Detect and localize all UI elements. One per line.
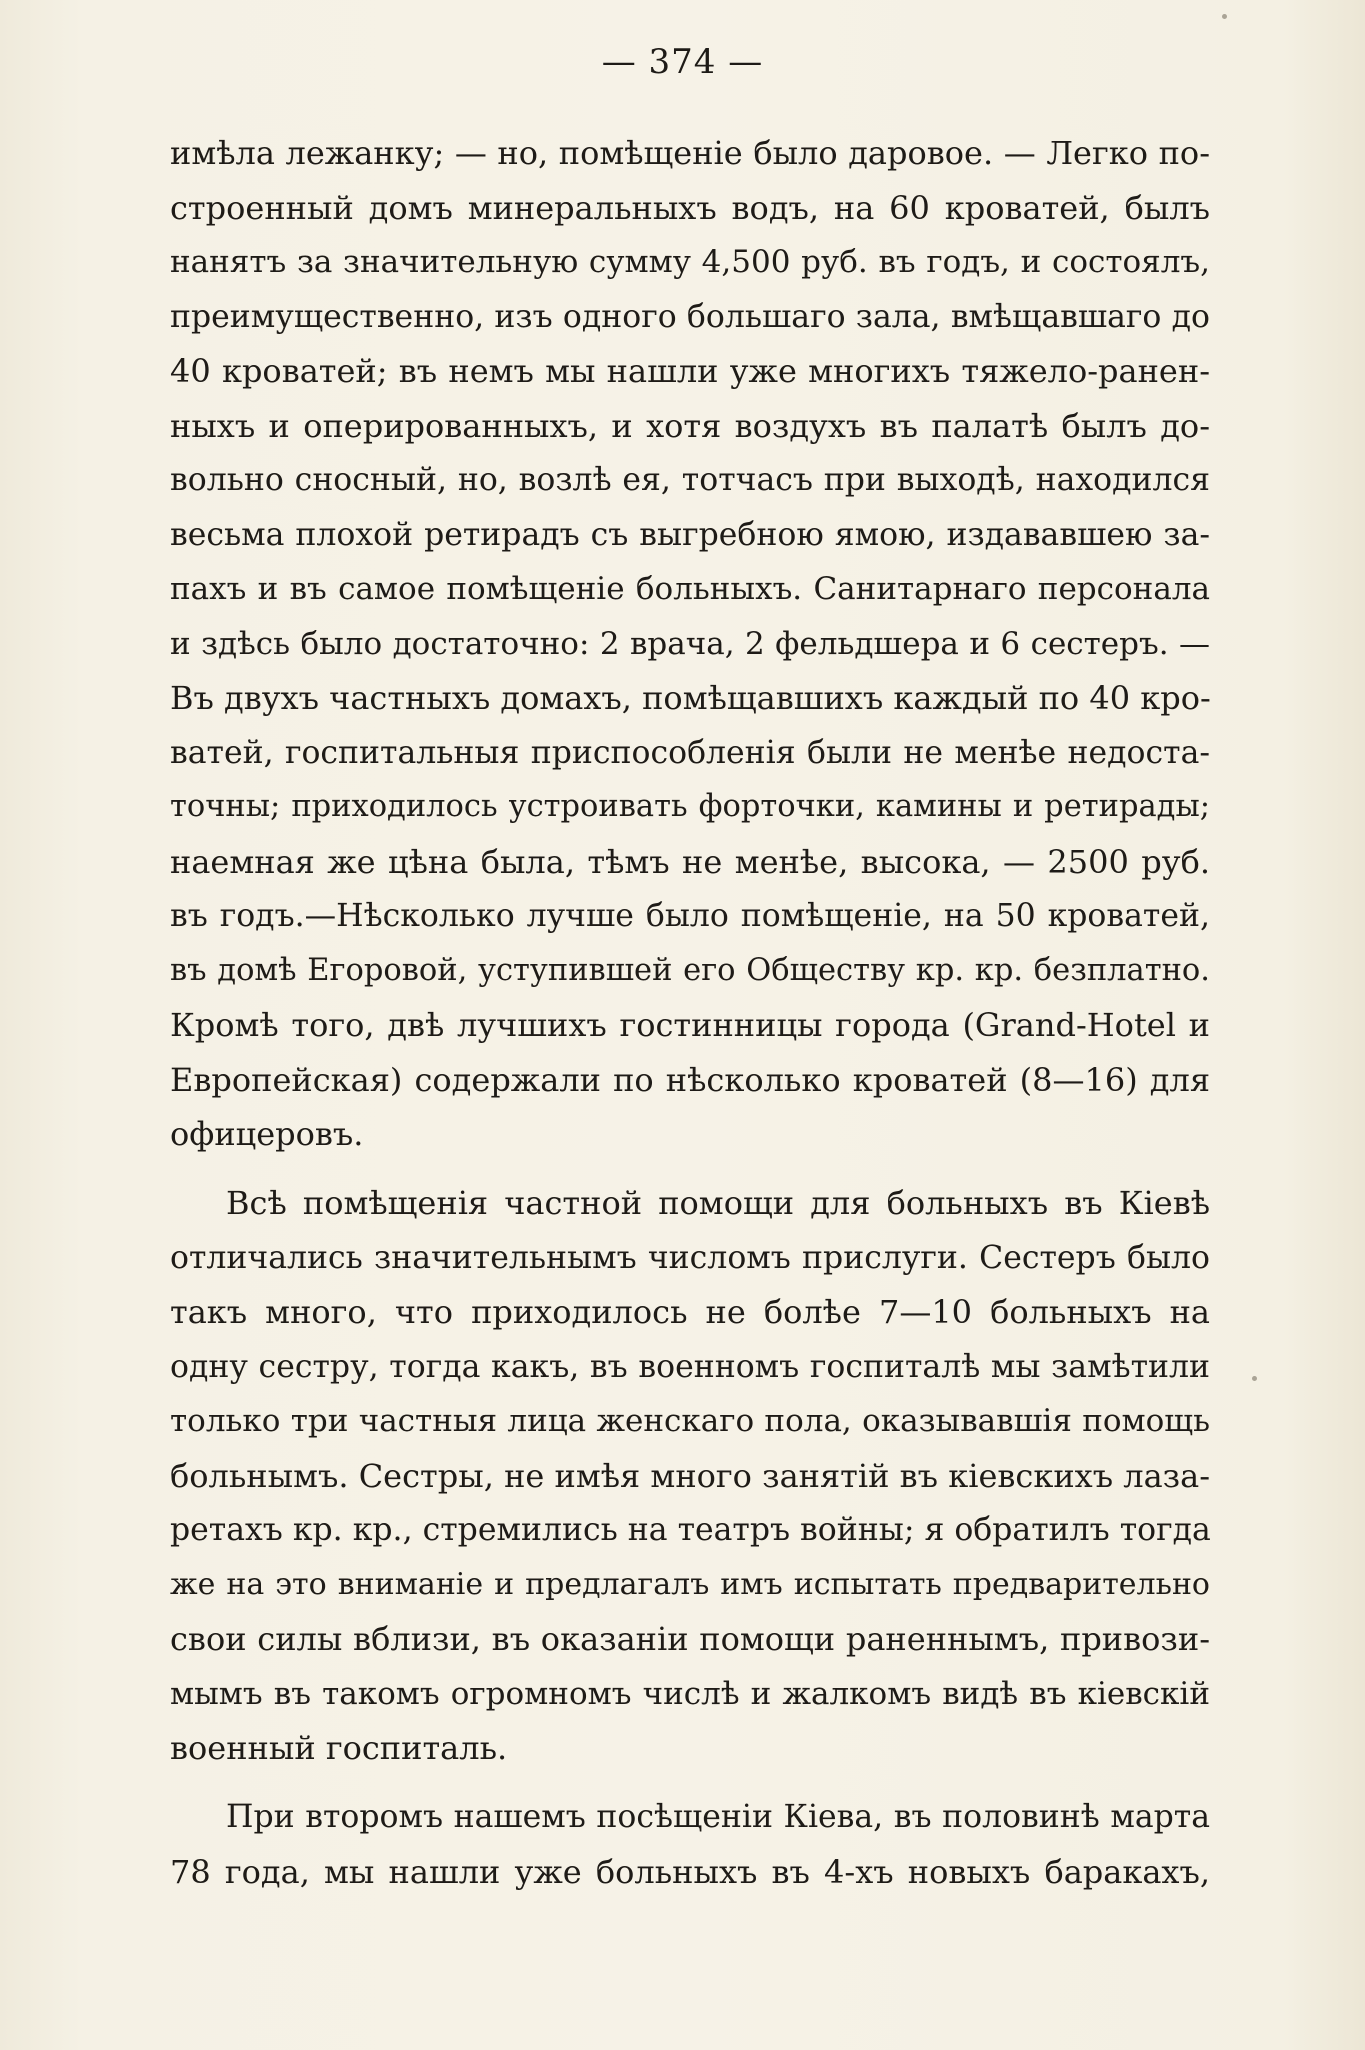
page-number: — 374 — (601, 42, 764, 82)
text-line: вольно сносный, но, возлѣ ея, тотчасъ при выходѣ, находился (170, 462, 1210, 498)
text-line: одну сестру, тогда какъ, въ военномъ госпиталѣ мы замѣтили (170, 1348, 1210, 1385)
paragraph-2 (170, 1176, 1210, 1776)
paper-spot (1222, 14, 1227, 19)
text-line: же на это вниманіе и предлагалъ имъ испытать предварительно (170, 1566, 1210, 1602)
text-line: Европейская) содержали по нѣсколько кроватей (8—16) для (170, 1060, 1210, 1099)
text-line: Кромѣ того, двѣ лучшихъ гостинницы города (Grand-Hotel и (170, 1006, 1210, 1044)
text-line: больнымъ. Сестры, не имѣя много занятій въ кіевскихъ лаза- (170, 1456, 1210, 1495)
text-line: только три частныя лица женскаго пола, оказывавшія помощь (170, 1403, 1210, 1439)
text-line: 78 года, мы нашли уже больныхъ въ 4-хъ новыхъ баракахъ, (170, 1852, 1210, 1891)
text-line: ныхъ и оперированныхъ, и хотя воздухъ въ палатѣ былъ до- (170, 406, 1210, 445)
paragraph-3 (170, 1790, 1210, 1899)
text-line: строенный домъ минеральныхъ водъ, на 60 кроватей, былъ (170, 188, 1210, 227)
paper-spot (1252, 1376, 1257, 1381)
text-line: 40 кроватей; въ немъ мы нашли уже многихъ тяжело-ранен- (170, 352, 1210, 390)
text-line: мымъ въ такомъ огромномъ числѣ и жалкомъ видѣ въ кіевскій (170, 1675, 1210, 1712)
text-line: въ годъ.—Нѣсколько лучше было помѣщеніе, на 50 кроватей, (170, 898, 1210, 934)
text-line: свои силы вблизи, въ оказаніи помощи раненнымъ, привози- (170, 1620, 1210, 1658)
text-line: весьма плохой ретирадъ съ выгребною ямою, издававшею за- (170, 516, 1210, 553)
text-line: ретахъ кр. кр., стремились на театръ войны; я обратилъ тогда (170, 1512, 1211, 1548)
text-line: въ домѣ Егоровой, уступившей его Обществу кр. кр. безплатно. (170, 952, 1210, 988)
text-line: военный госпиталь. (170, 1729, 508, 1767)
text-line: отличались значительнымъ числомъ прислуги. Сестеръ было (170, 1239, 1210, 1276)
text-line: нанятъ за значительную сумму 4,500 руб. въ годъ, и состоялъ, (170, 244, 1210, 280)
text-line: наемная же цѣна была, тѣмъ не менѣе, высока, — 2500 руб. (170, 842, 1210, 881)
paragraph-1 (170, 126, 1210, 1162)
text-line: ватей, госпитальныя приспособленія были не менѣе недоста- (170, 734, 1210, 771)
text-line: имѣла лежанку; — но, помѣщеніе было даровое. — Легко по- (170, 134, 1210, 172)
text-line: такъ много, что приходилось не болѣе 7—10 больныхъ на (170, 1293, 1210, 1331)
text-line: и здѣсь было достаточно: 2 врача, 2 фельдшера и 6 сестеръ. — (170, 625, 1210, 662)
text-line: точны; приходилось устроивать форточки, камины и ретирады; (170, 789, 1210, 824)
text-line: пахъ и въ самое помѣщеніе больныхъ. Санитарнаго персонала (170, 571, 1210, 607)
text-line: Всѣ помѣщенія частной помощи для больныхъ въ Кіевѣ (226, 1184, 1210, 1222)
text-line: При второмъ нашемъ посѣщеніи Кіева, въ половинѣ марта (226, 1799, 1210, 1835)
text-line: преимущественно, изъ одного большаго зала, вмѣщавшаго до (170, 298, 1210, 335)
text-line: Въ двухъ частныхъ домахъ, помѣщавшихъ каждый по 40 кро- (170, 679, 1211, 717)
text-line: офицеровъ. (170, 1115, 364, 1153)
